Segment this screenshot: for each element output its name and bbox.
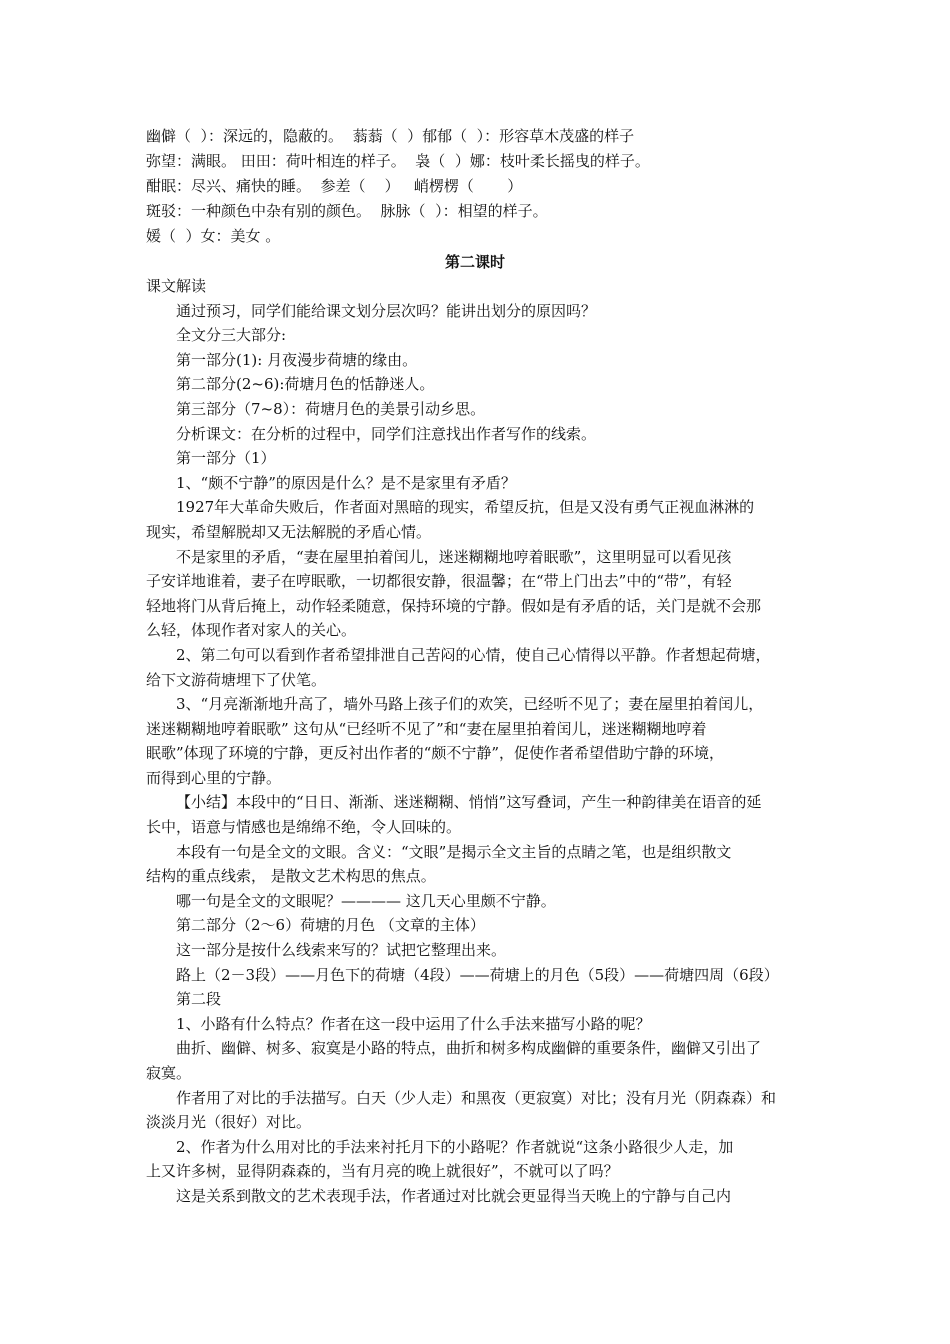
vocab-line: 幽僻（ ）：深远的，隐蔽的。 蓊蓊（ ）郁郁（ ）：形容草木茂盛的样子 <box>146 127 635 145</box>
paragraph-line: 1927年大革命失败后，作者面对黑暗的现实，希望反抗，但是又没有勇气正视血淋淋的 <box>176 498 755 517</box>
paragraph-continuation-line: 轻地将门从背后掩上，动作轻柔随意，保持环境的宁静。假如是有矛盾的话，关门是就不会那 <box>146 596 762 615</box>
paragraph-continuation-line: 么轻，体现作者对家人的关心。 <box>146 621 357 640</box>
vocabulary-list <box>146 124 826 249</box>
paragraph-line: 通过预习，同学们能给课文划分层次吗？能讲出划分的原因吗？ <box>176 301 597 320</box>
paragraph-continuation-line: 而得到心里的宁静。 <box>146 768 282 787</box>
paragraph-line: 第二部分(2~6):荷塘月色的恬静迷人。 <box>176 375 435 394</box>
lesson-heading: 第二课时 <box>444 253 505 271</box>
paragraph-line: 曲折、幽僻、树多、寂寞是小路的特点，曲折和树多构成幽僻的重要条件，幽僻又引出了 <box>176 1039 762 1058</box>
paragraph-line: 路上（2－3段）——月色下的荷塘（4段）——荷塘上的月色（5段）——荷塘四周（6段） <box>176 965 779 984</box>
paragraph-line: 作者用了对比的手法描写。白天（少人走）和黑夜（更寂寞）对比；没有月光（阴森森）和 <box>176 1088 777 1107</box>
paragraph-line: 3、“月亮渐渐地升高了，墙外马路上孩子们的欢笑，已经听不见了；妻在屋里拍着闰儿， <box>176 695 764 714</box>
vocab-line: 媛（ ）女：美女 。 <box>146 227 281 245</box>
paragraph-line: 2、作者为什么用对比的手法来衬托月下的小路呢？作者就说“这条小路很少人走，加 <box>176 1137 734 1156</box>
paragraph-line: 不是家里的矛盾，“妻在屋里拍着闰儿，迷迷糊糊地哼着眠歌”，这里明显可以看见孩 <box>176 547 732 566</box>
paragraph-line: 第一部分(1): 月夜漫步荷塘的缘由。 <box>176 350 418 369</box>
paragraph-line: 这是关系到散文的艺术表现手法，作者通过对比就会更显得当天晚上的宁静与自己内 <box>176 1186 732 1205</box>
paragraph-continuation-line: 给下文游荷塘埋下了伏笔。 <box>146 670 327 689</box>
vocab-line: 弥望：满眼。 田田：荷叶相连的样子。 袅（ ）娜：枝叶柔长摇曳的样子。 <box>146 152 650 170</box>
paragraph-line: 2、第二句可以看到作者希望排泄自己苦闷的心情，使自己心情得以平静。作者想起荷塘， <box>176 645 771 664</box>
paragraph-line: 分析课文：在分析的过程中，同学们注意找出作者写作的线索。 <box>176 424 597 443</box>
paragraph-continuation-line: 眠歌”体现了环境的宁静，更反衬出作者的“颇不宁静”，促使作者希望借助宁静的环境， <box>146 744 725 763</box>
paragraph-line: 第二段 <box>176 990 222 1009</box>
paragraph-line: 第二部分（2～6）荷塘的月色 （文章的主体） <box>176 916 485 935</box>
paragraph-line: 1、小路有什么特点？作者在这一段中运用了什么手法来描写小路的呢？ <box>176 1014 651 1033</box>
paragraph-continuation-line: 子安详地谁着，妻子在哼眠歌，一切都很安静，很温馨；在“带上门出去”中的“带”，有轻 <box>146 572 732 591</box>
paragraph-line: 1、“颇不宁静”的原因是什么？是不是家里有矛盾？ <box>176 473 516 492</box>
paragraph-line: 哪一句是全文的文眼呢？———— 这几天心里颇不宁静。 <box>176 891 556 910</box>
paragraph-continuation-line: 寂寞。 <box>146 1064 192 1082</box>
paragraph-continuation-line: 迷迷糊糊地哼着眠歌” 这句从“已经听不见了”和“妻在屋里拍着闰儿，迷迷糊糊地哼着 <box>146 719 707 738</box>
paragraph-continuation-line: 结构的重点线索， 是散文艺术构思的焦点。 <box>146 867 436 886</box>
paragraph-continuation-line: 现实，希望解脱却又无法解脱的矛盾心情。 <box>146 522 432 541</box>
paragraph-continuation-line: 长中，语意与情感也是绵绵不绝，令人回味的。 <box>146 818 462 837</box>
paragraph-continuation-line: 上又许多树，显得阴森森的，当有月亮的晚上就很好”，不就可以了吗？ <box>146 1162 619 1181</box>
paragraph-line: 【小结】本段中的“日日、渐渐、迷迷糊糊、悄悄”这写叠词，产生一种韵律美在语音的延 <box>176 793 762 812</box>
paragraph-line: 本段有一句是全文的文眼。含义：“文眼”是揭示全文主旨的点睛之笔，也是组织散文 <box>176 842 732 861</box>
paragraph-line: 全文分三大部分: <box>176 326 287 345</box>
paragraph-line: 第三部分（7~8）：荷塘月色的美景引动乡思。 <box>176 399 486 418</box>
vocab-line: 斑驳：一种颜色中杂有别的颜色。 脉脉（ ）：相望的样子。 <box>146 202 548 220</box>
paragraph-line: 课文解读 <box>146 277 207 295</box>
paragraph-line: 第一部分（1） <box>176 449 276 468</box>
vocab-line: 酣眠：尽兴、痛快的睡。 参差（ ） 峭楞楞（ ） <box>146 177 523 195</box>
paragraph-line: 这一部分是按什么线索来写的？试把它整理出来。 <box>176 941 507 960</box>
lesson-body <box>146 274 812 1209</box>
paragraph-continuation-line: 淡淡月光（很好）对比。 <box>146 1113 312 1132</box>
